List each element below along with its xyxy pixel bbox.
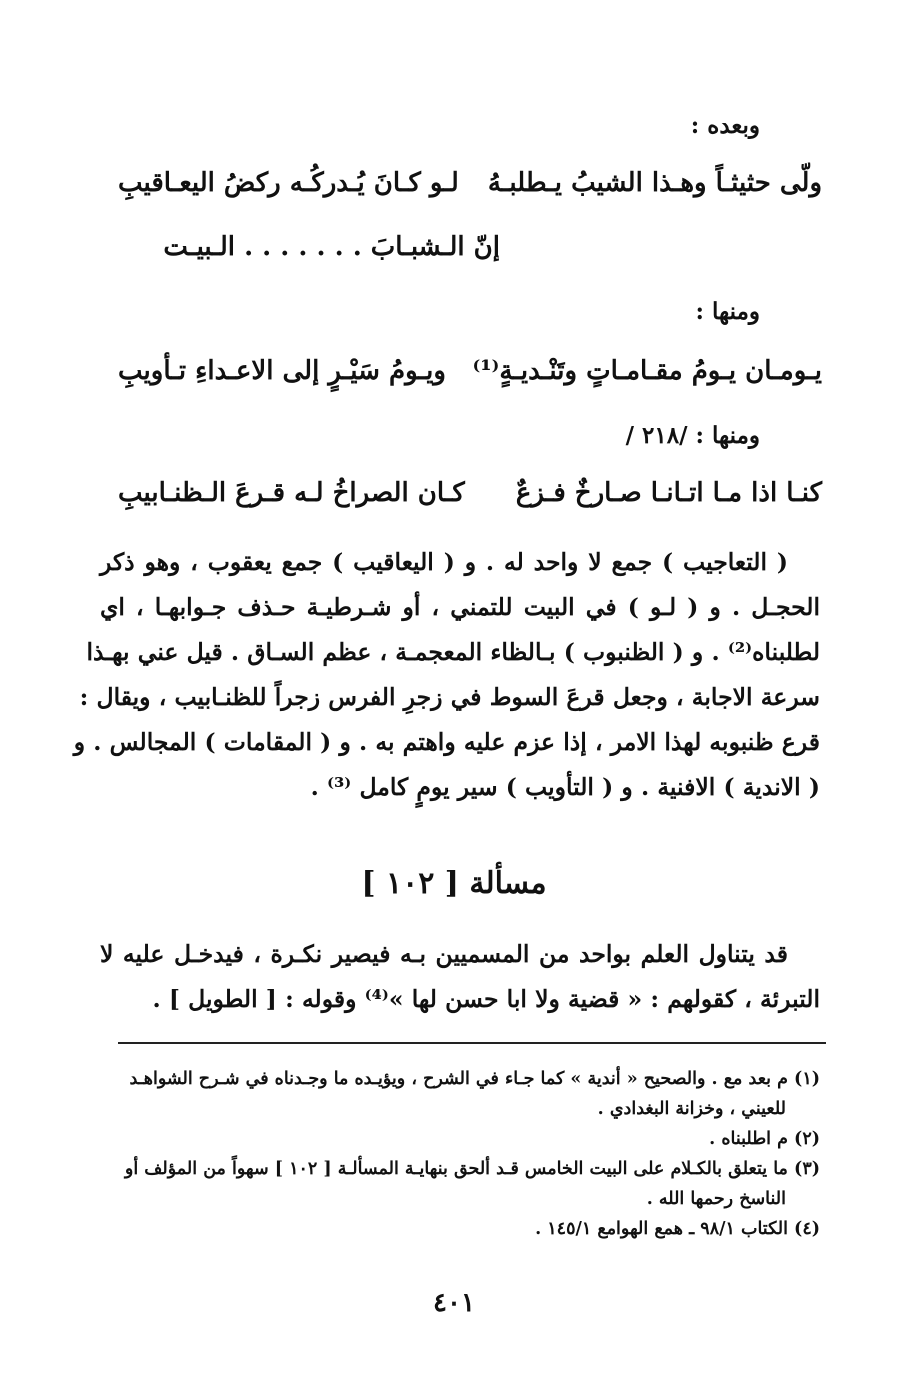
commentary-paragraph [73,540,820,810]
section-line: قد يتناول العلم بواحد من المسميين بـه فيصير نكـرة ، فيدخـل عليه لا [100,940,788,968]
intro-label-3: ومنها : /٢١٨ / [625,422,760,449]
commentary-line: ( الاندية ) الافنية . و ( التأويب ) سير يومٍ كامل ⁽³⁾ . [310,773,820,801]
verse-2-second-hemistich: ويـومُ سَيْـرٍ إلى الاعـداءِ تـأويبِ [118,356,446,386]
commentary-line: الحجـل . و ( لـو ) في البيت للتمني ، أو شـرطيـة حـذف جـوابهـا ، اي [100,593,820,621]
footnote-3-cont: الناسخ رحمها الله . [646,1189,786,1209]
verse-3-first-hemistich: كنـا اذا مـا اتـانـا صـارخٌ فـزعٌ [515,478,822,508]
verse-2-first-hemistich: يـومـان يـومُ مقـامـاتٍ وتَنْـديـةٍ⁽¹⁾ [472,356,822,386]
section-paragraph [100,932,820,1022]
footnote-3: (٣) ما يتعلق بالكـلام على البيت الخامس قـد ألحق بنهايـة المسألـة [ ١٠٢ ] سهواً من المؤلف أو [124,1159,820,1179]
intro-label-1: وبعده : [690,112,760,139]
verse-continuation: إنّ الـشبـابَ . . . . . . . الـبيـت [163,232,500,262]
footnotes [100,1064,820,1244]
footnote-1-cont: للعيني ، وخزانة البغدادي . [597,1099,786,1119]
verse-1-second-hemistich: لـو كـانَ يُـدركُـه ركضُ اليعـاقيبِ [118,168,459,198]
footnote-1: (١) م بعد مع . والصحيح « أندية » كما جـاء في الشرح ، ويؤيـده ما وجـدناه في شـرح الشواهـد [129,1069,820,1089]
commentary-line: لطلبناه⁽²⁾ . و ( الظنبوب ) بـالظاء المعجمـة ، عظم السـاق . قيل عني بهـذا [86,638,820,666]
section-line: التبرئة ، كقولهم : « قضية ولا ابا حسن لها »⁽⁴⁾ وقوله : [ الطويل ] . [152,985,820,1013]
section-heading: مسألة [ ١٠٢ ] [361,866,547,901]
footnote-2: (٢) م اطلبناه . [709,1129,820,1149]
page-number: ٤٠١ [433,1288,475,1318]
verse-1-first-hemistich: ولّى حثيثـاً وهـذا الشيبُ يـطلبـهُ [487,168,822,198]
verse-3-second-hemistich: كـان الصراخُ لـه قـرعَ الـظنـابيبِ [118,478,465,508]
intro-label-2: ومنها : [695,298,760,325]
commentary-line: ( التعاجيب ) جمع لا واحد له . و ( اليعاقيب ) جمع يعقوب ، وهو ذكر [100,548,788,576]
footnote-separator [118,1042,826,1044]
commentary-line: قرع ظنبوبه لهذا الامر ، إذا عزم عليه واهتم به . و ( المقامات ) المجالس . و [73,728,820,756]
footnote-4: (٤) الكتاب ٩٨/١ ـ همع الهوامع ١٤٥/١ . [535,1219,820,1239]
commentary-line: سرعة الاجابة ، وجعل قرعَ السوط في زجرِ الفرس زجراً للظنـابيب ، ويقال : [79,683,820,711]
